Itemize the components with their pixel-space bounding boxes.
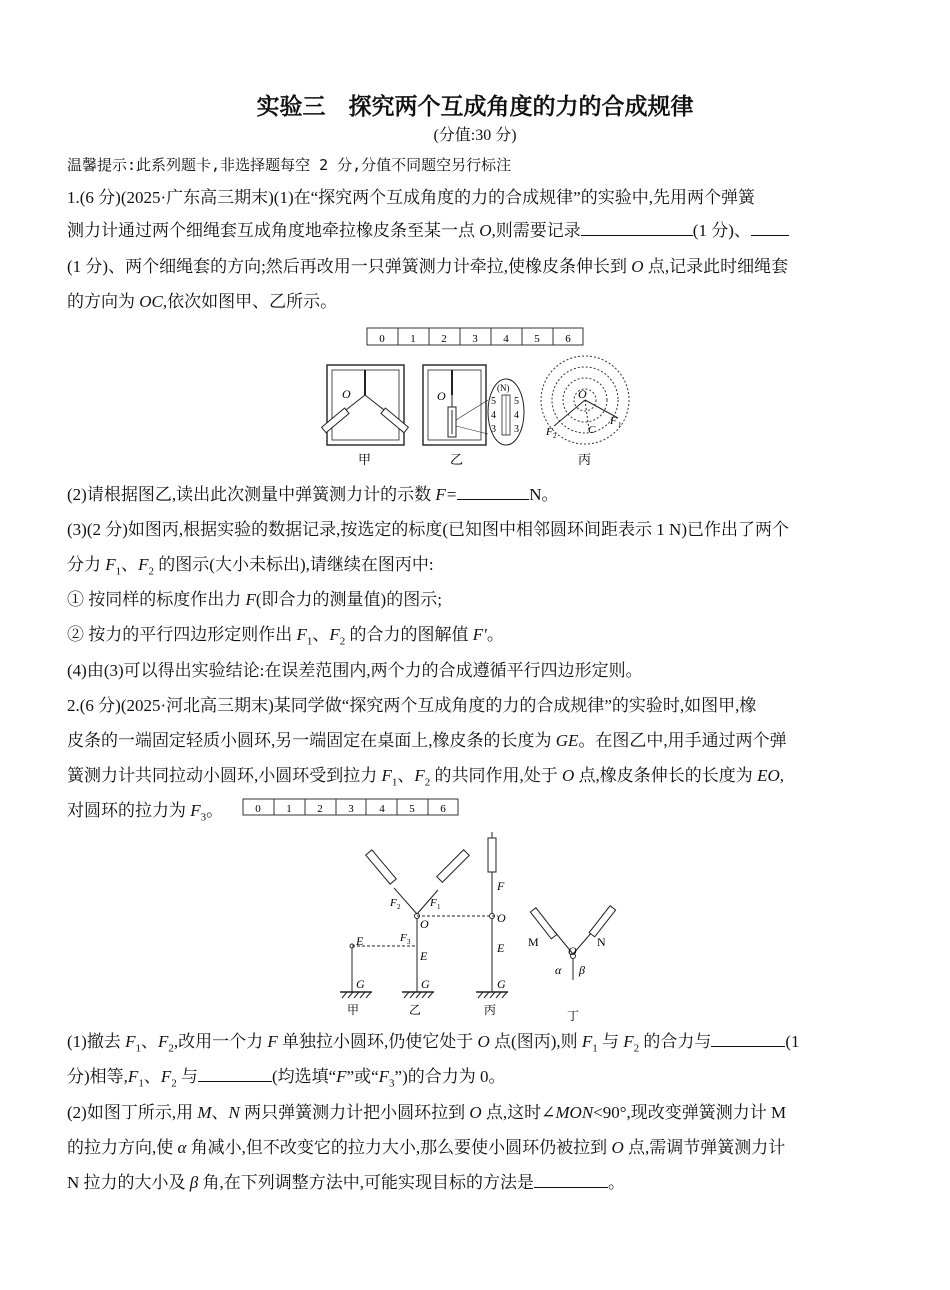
svg-text:5: 5 bbox=[491, 396, 496, 407]
svg-text:丙: 丙 bbox=[484, 1003, 497, 1017]
svg-text:F: F bbox=[400, 932, 407, 944]
svg-text:3: 3 bbox=[348, 803, 354, 815]
answer-blank[interactable] bbox=[751, 217, 789, 236]
svg-text:1: 1 bbox=[410, 333, 416, 345]
svg-text:0: 0 bbox=[255, 803, 261, 815]
svg-text:β: β bbox=[579, 963, 585, 977]
svg-text:O: O bbox=[578, 387, 587, 401]
svg-text:E: E bbox=[497, 941, 505, 955]
svg-text:1: 1 bbox=[618, 421, 622, 429]
q1-line-3: (1 分)、两个细绳套的方向;然后再改用一只弹簧测力计牵拉,使橡皮条伸长到 O 点,记录此时细绳套 bbox=[67, 257, 789, 276]
svg-text:丁: 丁 bbox=[567, 1009, 580, 1023]
svg-text:6: 6 bbox=[440, 803, 446, 815]
svg-text:G: G bbox=[356, 977, 365, 991]
svg-text:O: O bbox=[437, 389, 446, 403]
svg-text:M: M bbox=[528, 935, 539, 949]
svg-text:E: E bbox=[356, 934, 364, 948]
svg-text:G: G bbox=[497, 977, 506, 991]
svg-text:3: 3 bbox=[491, 424, 496, 435]
q1-part3-item1: ① 按同样的标度作出力 F(即合力的测量值)的图示; bbox=[67, 590, 442, 609]
diagram-yi bbox=[423, 365, 524, 467]
svg-text:F: F bbox=[497, 879, 505, 893]
q2-line-4: 对圆环的拉力为 $F_3$。 bbox=[67, 801, 224, 824]
q1-part3-item2: ② 按力的平行四边形定则作出 $F_1$、$F_2$ 的合力的图解值 F′。 bbox=[67, 625, 504, 648]
svg-text:3: 3 bbox=[514, 424, 519, 435]
q2-line-2: 皮条的一端固定轻质小圆环,另一端固定在桌面上,橡皮条的长度为 GE。在图乙中,用手通过两个弹 bbox=[67, 731, 787, 750]
tip-text: 温馨提示:此系列题卡,非选择题每空 2 分,分值不同题空另行标注 bbox=[67, 156, 512, 174]
svg-text:5: 5 bbox=[409, 803, 415, 815]
answer-blank[interactable] bbox=[198, 1063, 272, 1082]
q2-line-1: 2.(6 分)(2025·河北高三期末)某同学做“探究两个互成角度的力的合成规律”的实验时,如图甲,橡 bbox=[67, 696, 757, 715]
svg-text:0: 0 bbox=[379, 333, 385, 345]
svg-text:F: F bbox=[390, 897, 397, 909]
svg-text:1: 1 bbox=[286, 803, 292, 815]
svg-text:1: 1 bbox=[437, 903, 441, 911]
q1-part3-line1: (3)(2 分)如图丙,根据实验的数据记录,按选定的标度(已知图中相邻圆环间距表示 1 N)已作出了两个 bbox=[67, 520, 789, 539]
diagram-bing bbox=[541, 356, 629, 467]
q2-line-3: 簧测力计共同拉动小圆环,小圆环受到拉力 $F_1$、$F_2$ 的共同作用,处于 O 点,橡皮条伸长的长度为 EO, bbox=[67, 766, 784, 789]
svg-text:乙: 乙 bbox=[450, 452, 464, 467]
svg-text:丙: 丙 bbox=[578, 452, 592, 467]
svg-text:O: O bbox=[568, 944, 577, 958]
q1-line-4: 的方向为 OC,依次如图甲、乙所示。 bbox=[67, 292, 338, 311]
q1-part4: (4)由(3)可以得出实验结论:在误差范围内,两个力的合成遵循平行四边形定则。 bbox=[67, 661, 643, 680]
svg-text:F: F bbox=[430, 897, 437, 909]
svg-text:甲: 甲 bbox=[358, 452, 372, 467]
diagram-ding bbox=[528, 906, 616, 1023]
svg-text:4: 4 bbox=[503, 333, 509, 345]
svg-text:2: 2 bbox=[441, 333, 447, 345]
q1-line-2: 测力计通过两个细绳套互成角度地牵拉橡皮条至某一点 O,则需要记录 (1 分)、 bbox=[67, 214, 882, 247]
figure-1 bbox=[300, 322, 660, 472]
svg-text:乙: 乙 bbox=[409, 1003, 422, 1017]
svg-text:4: 4 bbox=[491, 410, 496, 421]
svg-text:5: 5 bbox=[534, 333, 540, 345]
svg-text:4: 4 bbox=[379, 803, 385, 815]
svg-text:2: 2 bbox=[397, 903, 401, 911]
diagram-jia bbox=[322, 365, 409, 467]
page-title: 实验三 探究两个互成角度的力的合成规律 bbox=[256, 94, 694, 120]
q2-part1-line1: (1)撤去 $F_1$、$F_2$,改用一个力 F 单独拉小圆环,仍使它处于 O 点(图丙),则 $F_1$ 与 $F_2$ 的合力与 (1 bbox=[67, 1025, 882, 1065]
svg-text:E: E bbox=[420, 949, 428, 963]
svg-text:O: O bbox=[342, 387, 351, 401]
page-subtitle: (分值:30 分) bbox=[433, 127, 517, 144]
svg-text:2: 2 bbox=[553, 432, 557, 440]
svg-text:3: 3 bbox=[472, 333, 478, 345]
svg-text:甲: 甲 bbox=[347, 1003, 360, 1017]
svg-text:6: 6 bbox=[565, 333, 571, 345]
scale-ruler bbox=[367, 328, 583, 345]
q1-line-1: 1.(6 分)(2025·广东高三期末)(1)在“探究两个互成角度的力的合成规律”的实验中,先用两个弹簧 bbox=[67, 188, 755, 207]
svg-text:3: 3 bbox=[407, 938, 411, 946]
svg-text:N: N bbox=[597, 935, 606, 949]
diagram-bing-2 bbox=[476, 832, 508, 1017]
q1-part3-line2: 分力 $F_1$、$F_2$ 的图示(大小未标出),请继续在图丙中: bbox=[67, 555, 434, 578]
svg-text:F: F bbox=[610, 415, 617, 427]
svg-text:5: 5 bbox=[514, 396, 519, 407]
answer-blank[interactable] bbox=[457, 481, 529, 500]
svg-text:4: 4 bbox=[514, 410, 519, 421]
q2-part2-line2: 的拉力方向,使 α 角减小,但不改变它的拉力大小,那么要使小圆环仍被拉到 O 点,需调节弹簧测力计 bbox=[67, 1138, 786, 1157]
figure-2 bbox=[330, 828, 630, 1024]
svg-text:G: G bbox=[421, 977, 430, 991]
answer-blank[interactable] bbox=[534, 1169, 608, 1188]
answer-blank[interactable] bbox=[711, 1028, 785, 1047]
answer-blank[interactable] bbox=[581, 217, 693, 236]
svg-text:O: O bbox=[420, 917, 429, 931]
q2-part2-line1: (2)如图丁所示,用 M、N 两只弹簧测力计把小圆环拉到 O 点,这时∠MON<90°,现改变弹簧测力计 M bbox=[67, 1103, 787, 1122]
svg-text:2: 2 bbox=[317, 803, 323, 815]
svg-text:(N): (N) bbox=[497, 383, 510, 393]
q2-part1-line2: 分)相等$,F_1$、$F_2$ 与 (均选填“F”或“$F_3$”)的合力为 0。 bbox=[67, 1060, 882, 1100]
svg-text:C: C bbox=[588, 424, 596, 436]
q1-part2: (2)请根据图乙,读出此次测量中弹簧测力计的示数 F= N。 bbox=[67, 478, 882, 511]
scale-ruler-2 bbox=[240, 797, 460, 817]
svg-text:O: O bbox=[497, 911, 506, 925]
svg-text:F: F bbox=[546, 426, 553, 438]
q2-part2-line3: N 拉力的大小及 β 角,在下列调整方法中,可能实现目标的方法是 。 bbox=[67, 1166, 882, 1199]
svg-text:α: α bbox=[555, 963, 562, 977]
